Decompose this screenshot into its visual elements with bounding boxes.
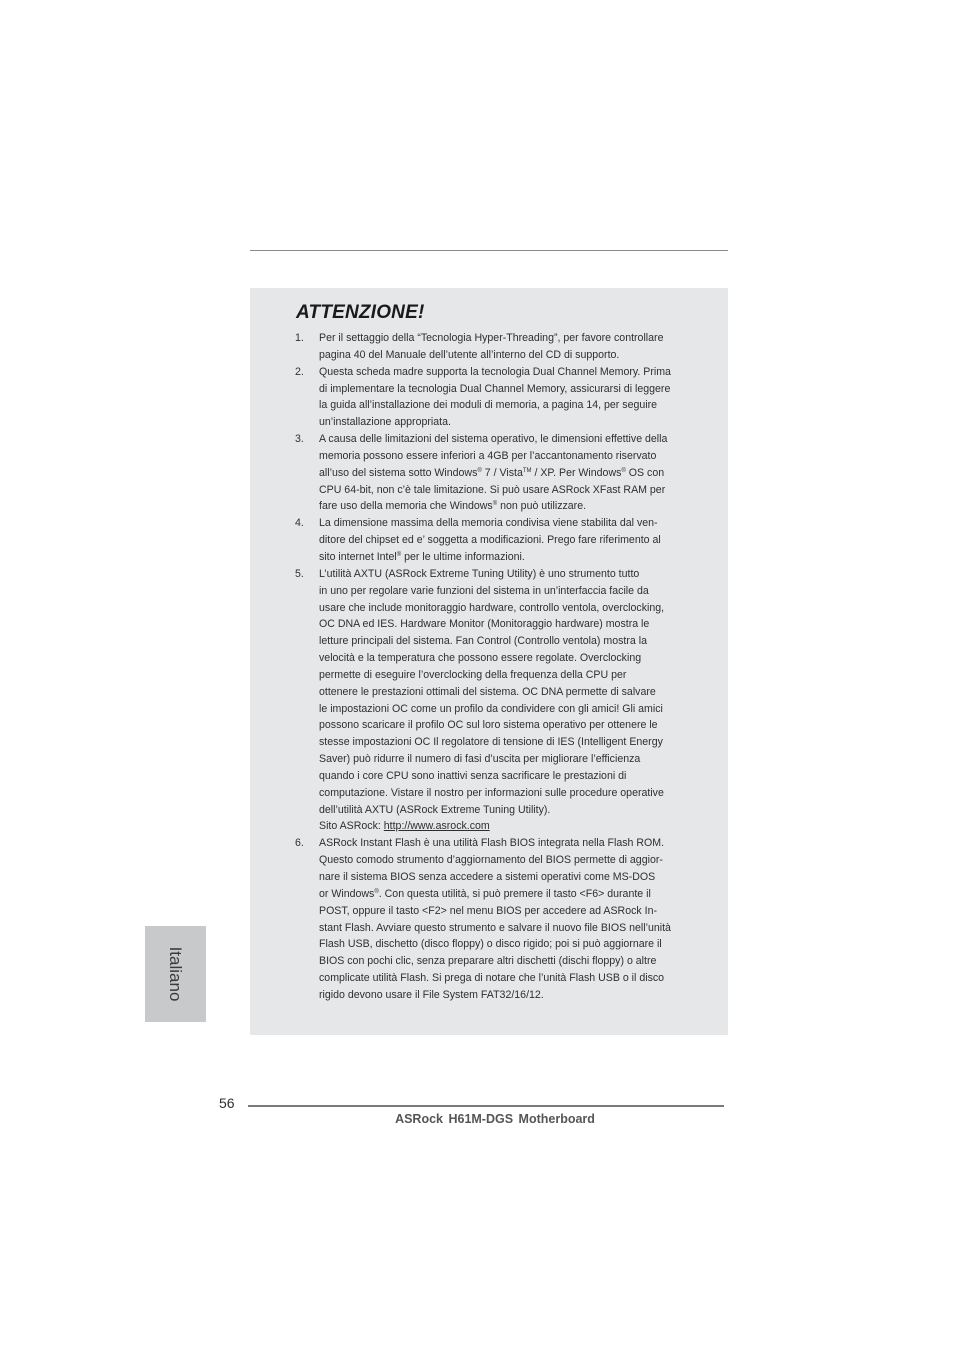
caution-item-line: Per il settaggio della “Tecnologia Hyper-Threading”, per favore controllare <box>319 332 664 344</box>
caution-item-line: permette di eseguire l’overclocking della frequenza della CPU per <box>319 668 627 681</box>
caution-item-line: ditore del chipset ed e’ soggetta a modificazioni. Prego fare riferimento al <box>319 534 661 547</box>
caution-item-line: stesse impostazioni OC Il regolatore di tensione di IES (Intelligent Energy <box>319 736 663 749</box>
caution-item-line: CPU 64-bit, non c’è tale limitazione. Si può usare ASRock XFast RAM per <box>319 483 666 496</box>
caution-item-line: rigido devono usare il File System FAT32/16/12. <box>319 988 544 1001</box>
caution-item-line: quando i core CPU sono inattivi senza sacrificare le prestazioni di <box>319 769 627 782</box>
caution-item-line: sito internet Intel® per le ultime informazioni. <box>319 550 525 563</box>
caution-item-line: complicate utilità Flash. Si prega di notare che l’unità Flash USB o il disco <box>319 972 665 985</box>
caution-item-number: 3. <box>295 433 304 446</box>
caution-item-line: dell’utilità AXTU (ASRock Extreme Tuning Utility). <box>319 803 551 816</box>
caution-item-line: all’uso del sistema sotto Windows® 7 / Vista™ / XP. Per Windows® OS con <box>319 466 665 479</box>
trademark-mark: ® <box>621 467 626 474</box>
caution-item <box>294 330 694 364</box>
trademark-mark: TM <box>522 467 532 474</box>
page-number: 56 <box>219 1095 235 1111</box>
caution-item <box>294 431 694 515</box>
top-rule <box>250 250 728 251</box>
caution-item-line: pagina 40 del Manuale dell’utente all’interno del CD di supporto. <box>319 348 620 361</box>
caution-item-line: letture principali del sistema. Fan Control (Controllo ventola) mostra la <box>319 635 647 648</box>
caution-item-line: L’utilità AXTU (ASRock Extreme Tuning Utility) è uno strumento tutto <box>319 567 640 580</box>
caution-item-line: La dimensione massima della memoria condivisa viene stabilita dal ven- <box>319 517 658 530</box>
language-tab-label: Italiano <box>166 946 185 1002</box>
caution-item-line: computazione. Vistare il nostro per informazioni sulle procedure operative <box>319 786 664 799</box>
trademark-mark: ® <box>396 551 402 558</box>
caution-item-line: BIOS con pochi clic, senza preparare altri dischetti (dischi floppy) o altre <box>319 955 657 968</box>
trademark-mark: ® <box>477 467 482 474</box>
caution-item <box>294 515 694 566</box>
caution-item-line: nare il sistema BIOS senza accedere a sistemi operativi come MS-DOS <box>319 871 656 883</box>
caution-item <box>294 566 694 836</box>
caution-item-line: velocità e la temperatura che possono essere regolate. Overclocking <box>319 652 642 665</box>
caution-item-line: un’installazione appropriata. <box>319 416 451 429</box>
caution-item-line: ASRock Instant Flash è una utilità Flash BIOS integrata nella Flash ROM. <box>319 837 665 850</box>
caution-item-line: la guida all’installazione dei moduli di memoria, a pagina 14, per seguire <box>319 399 658 412</box>
caution-item-line: Sito ASRock: http://www.asrock.com <box>319 820 490 833</box>
caution-item-line: A causa delle limitazioni del sistema operativo, le dimensioni effettive della <box>319 433 668 446</box>
caution-item-line: Flash USB, dischetto (disco floppy) o disco rigido; poi si può aggiornare il <box>319 938 662 951</box>
caution-item-line: Questa scheda madre supporta la tecnologia Dual Channel Memory. Prima <box>319 365 671 378</box>
caution-item-line: OC DNA ed IES. Hardware Monitor (Monitoraggio hardware) mostra le <box>319 618 650 631</box>
caution-item <box>294 835 694 1003</box>
caution-item-line: usare che include monitoraggio hardware, controllo ventola, overclocking, <box>319 601 665 614</box>
caution-item <box>294 364 694 431</box>
caution-title: ATTENZIONE! <box>296 302 425 323</box>
caution-item-line: or Windows®. Con questa utilità, si può premere il tasto <F6> durante il <box>319 887 651 900</box>
caution-item-number: 5. <box>295 567 304 580</box>
caution-item-line: ottenere le prestazioni ottimali del sistema. OC DNA permette di salvare <box>319 685 656 698</box>
caution-item-line: Questo comodo strumento d’aggiornamento del BIOS permette di aggior- <box>319 854 663 867</box>
caution-item-number: 4. <box>295 517 304 530</box>
caution-item-number: 6. <box>295 837 304 850</box>
trademark-mark: ® <box>374 888 379 895</box>
caution-box <box>250 288 728 1035</box>
caution-item-line: di implementare la tecnologia Dual Channel Memory, assicurarsi di leggere <box>319 382 671 395</box>
caution-item-line: memoria possono essere inferiori a 4GB per l’accantonamento riservato <box>319 449 657 462</box>
asrock-website-link[interactable]: http://www.asrock.com <box>383 820 490 833</box>
language-tab <box>145 926 206 1022</box>
caution-item-number: 1. <box>295 332 304 344</box>
caution-item-line: Saver) può ridurre il numero di fasi d’uscita per migliorare l’efficienza <box>319 753 641 766</box>
caution-item-line: stant Flash. Avviare questo strumento e salvare il nuovo file BIOS nell’unità <box>319 921 671 934</box>
footer-product-name: ASRock H61M-DGS Motherboard <box>395 1112 595 1126</box>
caution-item-line: possono scaricare il profilo OC sul loro sistema operativo per ottenere le <box>319 719 658 732</box>
caution-item-line: in uno per regolare varie funzioni del sistema in un’interfaccia facile da <box>319 584 649 597</box>
caution-item-line: le impostazioni OC come un profilo da condividere con gli amici! Gli amici <box>319 702 663 715</box>
caution-item-line: POST, oppure il tasto <F2> nel menu BIOS per accedere ad ASRock In- <box>319 904 658 917</box>
trademark-mark: ® <box>492 501 498 508</box>
footer-rule <box>248 1105 724 1107</box>
caution-item-line: fare uso della memoria che Windows® non può utilizzare. <box>319 500 587 513</box>
caution-item-number: 2. <box>295 365 304 378</box>
caution-list <box>294 330 694 1004</box>
